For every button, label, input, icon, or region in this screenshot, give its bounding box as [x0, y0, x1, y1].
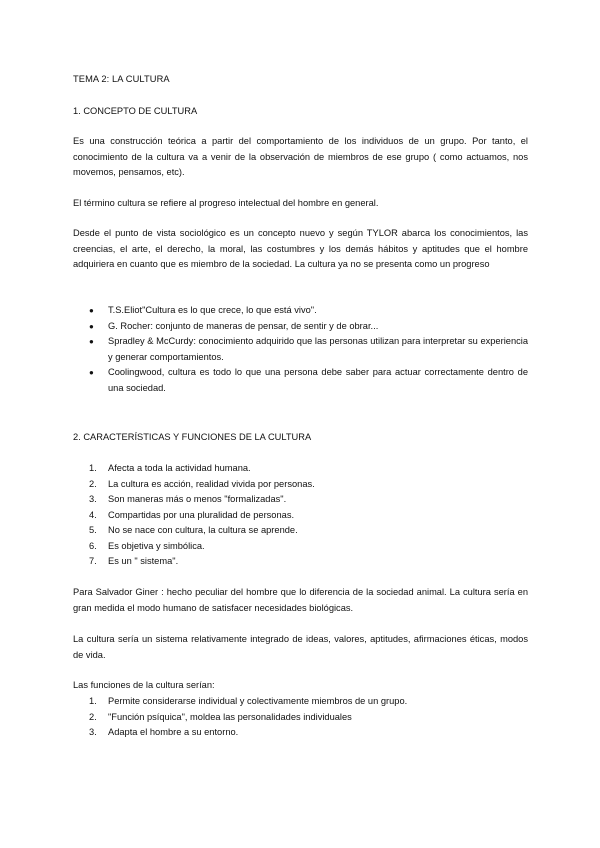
list-item [73, 365, 528, 396]
list-item [73, 725, 528, 741]
bullet-icon: ● [89, 321, 94, 331]
list-number: 3. [89, 727, 97, 737]
section-1-paragraph-definition: Es una construcción teórica a partir del comportamiento de los individuos de un grupo. Por tanto, el conocimiento de la cultura va a venir de la observación de miembros de ese grupo ( como actuamos, nos movemos, pensamos, etc). [73, 136, 528, 177]
list-item [73, 554, 528, 570]
list-item-text: Es objetiva y simbólica. [108, 540, 205, 551]
list-item [73, 461, 528, 477]
list-number: 7. [89, 556, 97, 566]
section-1-heading: 1. CONCEPTO DE CULTURA [73, 106, 198, 116]
list-number: 1. [89, 696, 97, 706]
bullet-text: T.S.Eliot"Cultura es lo que crece, lo que está vivo". [108, 305, 317, 315]
functions-intro: Las funciones de la cultura serían: [73, 680, 215, 690]
list-item-text: La cultura es acción, realidad vivida por personas. [108, 478, 315, 489]
list-item [73, 477, 528, 493]
list-item-text: Permite considerarse individual y colectivamente miembros de un grupo. [108, 696, 408, 706]
bullet-text: Spradley & McCurdy: conocimiento adquirido que las personas utilizan para interpretar su experiencia y generar comportamientos. [108, 336, 528, 362]
list-number: 3. [89, 494, 97, 504]
bullet-icon: ● [89, 368, 94, 377]
section-1-paragraph-sociological: Desde el punto de vista sociológico es un concepto nuevo y según TYLOR abarca los conocimientos, las creencias, el arte, el derecho, la moral, las costumbres y los demás hábitos y aptitudes que el hombre adquiriera en cuanto que es miembro de la sociedad. La cultura ya no se presenta como un progreso [73, 228, 528, 269]
bullet-icon: ● [89, 337, 94, 346]
list-number: 6. [89, 540, 97, 551]
list-number: 5. [89, 525, 97, 535]
bullet-text: G. Rocher: conjunto de maneras de pensar, de sentir y de obrar... [108, 320, 379, 331]
list-item [73, 523, 528, 539]
list-number: 1. [89, 463, 97, 473]
section-1-bullet-list [73, 303, 528, 396]
list-item [73, 710, 528, 726]
list-item-text: Son maneras más o menos "formalizadas". [108, 494, 287, 504]
list-item [73, 539, 528, 555]
list-item [73, 334, 528, 365]
section-2-functions-list [73, 694, 528, 741]
list-item-text: "Función psíquica", moldea las personalidades individuales [108, 711, 352, 722]
list-item [73, 319, 528, 335]
list-item [73, 508, 528, 524]
list-item [73, 492, 528, 508]
list-number: 4. [89, 509, 97, 520]
section-2-characteristics-list [73, 461, 528, 570]
section-2-heading: 2. CARACTERÍSTICAS Y FUNCIONES DE LA CULTURA [73, 432, 312, 442]
list-item-text: Adapta el hombre a su entorno. [108, 727, 239, 737]
list-item [73, 303, 528, 319]
bullet-text: Coolingwood, cultura es todo lo que una persona debe saber para actuar correctamente dentro de una sociedad. [108, 367, 528, 393]
section-2-paragraph-system: La cultura sería un sistema relativamente integrado de ideas, valores, aptitudes, afirmaciones éticas, modos de vida. [73, 634, 528, 660]
list-number: 2. [89, 478, 97, 489]
list-number: 2. [89, 711, 97, 722]
list-item-text: Es un " sistema". [108, 556, 179, 566]
list-item [73, 694, 528, 710]
list-item-text: Afecta a toda la actividad humana. [108, 463, 251, 473]
list-item-text: No se nace con cultura, la cultura se aprende. [108, 525, 298, 535]
document-title: TEMA 2: LA CULTURA [73, 74, 170, 84]
list-item-text: Compartidas por una pluralidad de personas. [108, 509, 295, 520]
section-2-paragraph-giner: Para Salvador Giner : hecho peculiar del hombre que lo diferencia de la sociedad animal. La cultura sería en gran medida el modo humano de satisfacer necesidades biológicas. [73, 587, 528, 613]
bullet-icon: ● [89, 306, 94, 315]
section-1-paragraph-term: El término cultura se refiere al progreso intelectual del hombre en general. [73, 198, 379, 208]
